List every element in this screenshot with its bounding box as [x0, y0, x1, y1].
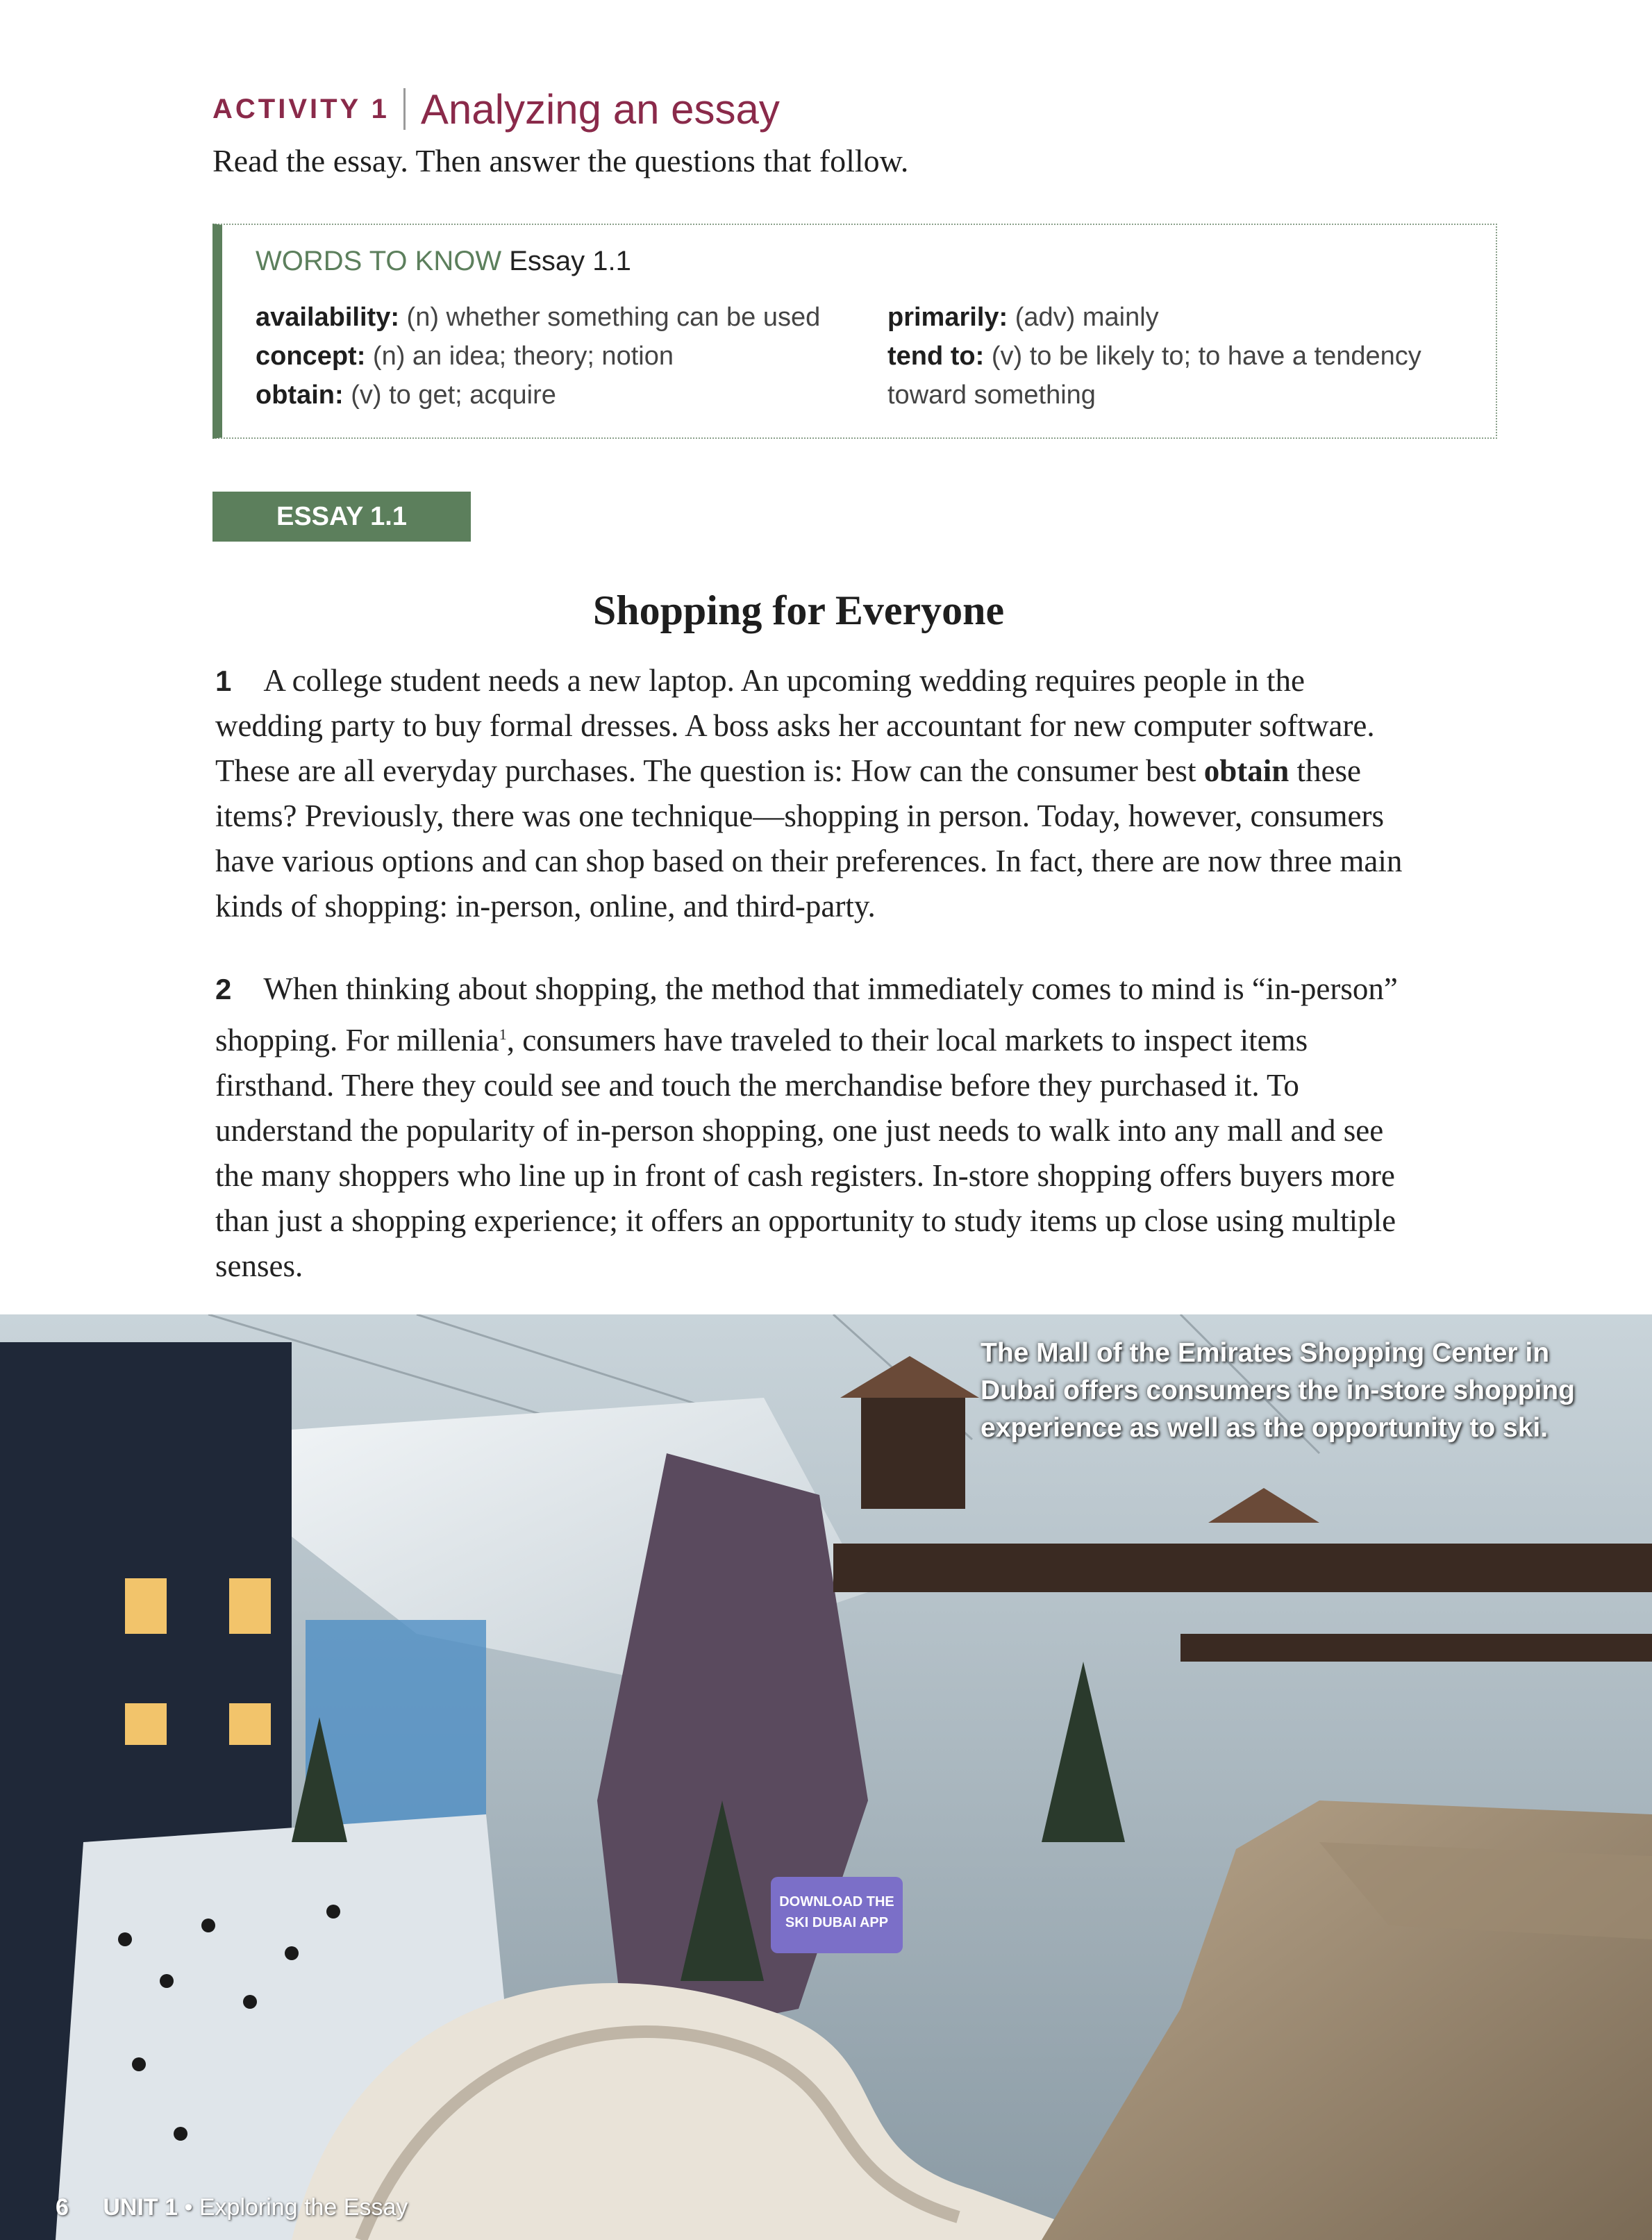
page-footer [56, 2194, 408, 2221]
words-to-know-box [212, 224, 1497, 439]
wtk-column-right [887, 298, 1485, 415]
page-number: 6 [56, 2194, 69, 2221]
photo-caption: The Mall of the Emirates Shopping Center in Dubai offers consumers the in-store shopping experience as well as the opportunity to ski. [981, 1338, 1575, 1443]
wtk-definition: (n) an idea; theory; notion [372, 342, 674, 371]
wtk-definition: (v) to be likely to; to have a tendency toward something [887, 342, 1421, 410]
activity-title: Analyzing an essay [420, 85, 780, 133]
wtk-entry [256, 298, 867, 337]
words-to-know-heading [256, 246, 631, 277]
wtk-essay-ref: Essay 1.1 [509, 246, 631, 276]
wtk-term: primarily: [887, 303, 1008, 332]
footer-unit: UNIT 1 [103, 2194, 178, 2221]
header-divider [403, 88, 406, 130]
footer-separator: • [184, 2194, 193, 2221]
wtk-term: tend to: [887, 342, 985, 371]
wtk-term: concept: [256, 342, 366, 371]
activity-label: ACTIVITY 1 [212, 93, 390, 124]
paragraph-text: A college student needs a new laptop. An upcoming wedding requires people in the wedding party to buy formal dresses. A boss asks her accountant for new computer software. These are all everyday purchases. The question is: How can the consumer best [215, 663, 1375, 788]
paragraph-number: 2 [215, 973, 232, 1005]
wtk-column-left [256, 298, 867, 415]
paragraph-text: , consumers have traveled to their local markets to inspect items firsthand. There they could see and touch the merchandise before they purchased it. To understand the popularity of in-person shopping, one just needs to walk into any mall and see the many shoppers who line up in front of cash registers. In-store shopping offers buyers more than just a shopping experience; it offers an opportunity to study items up close using multiple senses. [215, 1023, 1396, 1283]
paragraph-1 [215, 658, 1410, 929]
paragraph-number: 1 [215, 665, 232, 697]
wtk-label: WORDS TO KNOW [256, 246, 502, 276]
wtk-term: obtain: [256, 381, 344, 410]
wtk-definition: (v) to get; acquire [351, 381, 556, 410]
paragraph-text: When thinking about shopping, the method that immediately comes to mind is “in-person” shopping. For millenia [215, 971, 1398, 1058]
paragraph-2 [215, 967, 1410, 1289]
ski-app-sign-line2: SKI DUBAI APP [785, 1915, 889, 1930]
wtk-definition: (n) whether something can be used [406, 303, 821, 332]
vocab-highlight: obtain [1203, 753, 1290, 788]
ski-app-sign-line1: DOWNLOAD THE [779, 1894, 894, 1909]
essay-title: Shopping for Everyone [592, 587, 1005, 633]
footer-title: Exploring the Essay [199, 2194, 408, 2221]
instructions: Read the essay. Then answer the questions that follow. [212, 143, 909, 178]
ski-dubai-photo [0, 1314, 1652, 2240]
wtk-entry [887, 337, 1485, 415]
activity-header [212, 78, 780, 140]
paragraph-text: these items? Previously, there was one technique—shopping in person. Today, however, consumers have various options and can shop based on their preferences. In fact, there are now three main kinds of shopping: in-person, online, and third-party. [215, 753, 1403, 923]
footnote-marker: 1 [499, 1026, 507, 1043]
wtk-entry [256, 337, 867, 376]
essay-tag: ESSAY 1.1 [212, 492, 471, 542]
wtk-entry [887, 298, 1485, 337]
photo-illustration [0, 1314, 1652, 2240]
wtk-term: availability: [256, 303, 399, 332]
wtk-definition: (adv) mainly [1015, 303, 1159, 332]
wtk-entry [256, 376, 867, 415]
